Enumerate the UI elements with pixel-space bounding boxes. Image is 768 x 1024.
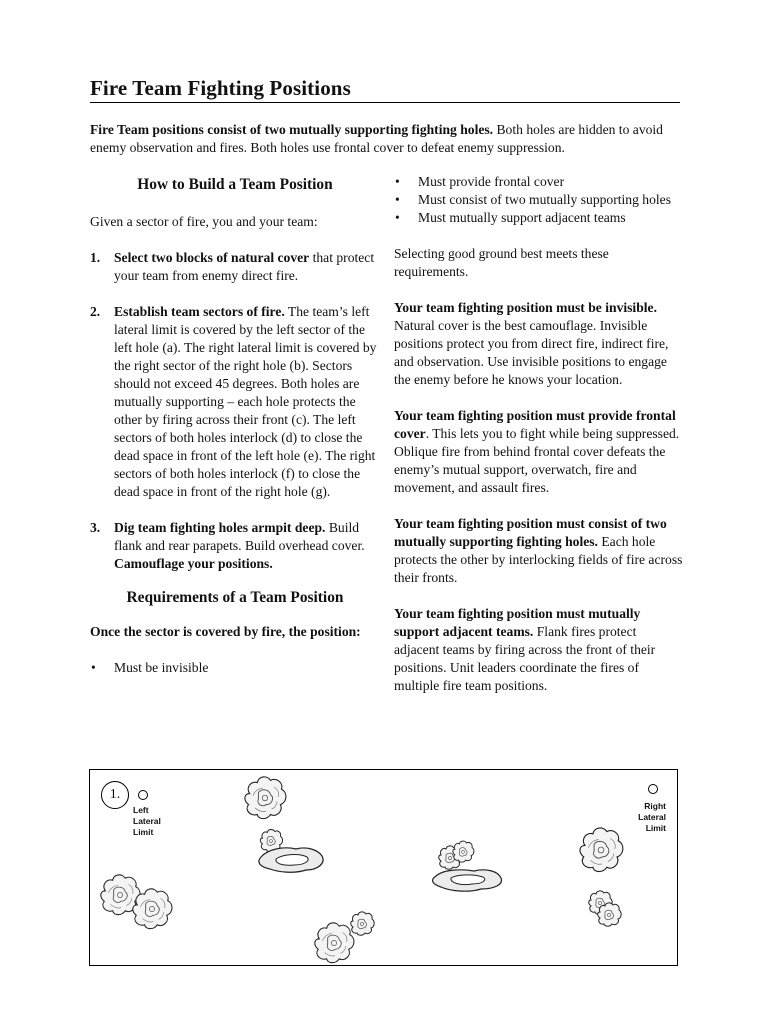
left-fighting-hole <box>259 848 323 872</box>
para-text: Natural cover is the best camouflage. Invisible positions protect you from direct fire, indirect fire, and observation. Use invisible positions to engage the enemy before he knows your location. <box>394 318 669 387</box>
invisible-paragraph <box>394 299 684 389</box>
step-bold: Establish team sectors of fire. <box>114 304 285 319</box>
para-bold: Your team fighting position must be invisible. <box>394 300 657 315</box>
figure-number: 1. <box>101 781 129 809</box>
label-line: Left <box>133 805 149 815</box>
step-text: Build flank and rear parapets. Build overhead cover. <box>114 520 365 553</box>
para-text: . This lets you to fight while being suppressed. Oblique fire from behind frontal cover defeats the enemy’s mutual support, overwatch, fire and movement, and assault fires. <box>394 426 680 495</box>
build-lead: Given a sector of fire, you and your team: <box>90 214 318 229</box>
label-line: Lateral <box>638 812 666 822</box>
list-item: • Must be invisible <box>90 659 380 677</box>
intro-rest: Both holes are hidden to avoid enemy observation and fires. Both holes use frontal cover to defeat enemy suppression. <box>90 122 663 155</box>
step-item <box>90 519 380 573</box>
adjacent-teams-paragraph <box>394 605 684 695</box>
label-line: Lateral <box>133 816 161 826</box>
list-item: • Must consist of two mutually supporting holes <box>394 191 684 209</box>
build-steps <box>90 249 380 573</box>
right-column <box>394 173 684 695</box>
left-lateral-limit-label <box>133 805 161 838</box>
step-item <box>90 249 380 285</box>
para-bold: Your team fighting position must consist of two mutually supporting fighting holes. <box>394 516 667 549</box>
para-text: Flank fires protect adjacent teams by firing across the front of their positions. Unit leaders coordinate the fires of multiple fire team positions. <box>394 624 656 693</box>
list-item: • Must provide frontal cover <box>394 173 684 191</box>
page-title: Fire Team Fighting Positions <box>90 76 351 100</box>
build-heading: How to Build a Team Position <box>137 176 333 193</box>
terrain-drawing <box>90 770 677 965</box>
requirements-lead-text: Once the sector is covered by fire, the position: <box>90 624 361 639</box>
para-bold: Your team fighting position must mutually support adjacent teams. <box>394 606 641 639</box>
label-line: Right <box>644 801 666 811</box>
step-item <box>90 303 380 501</box>
intro-paragraph <box>90 121 690 157</box>
step-text: The team’s left lateral limit is covered by the left sector of the left hole (a). The right lateral limit is covered by the right sector of the right hole (b). Sectors should not exceed 45 degrees. Both holes are mutually supporting – each hole protects the other by firing across their front (c). The left sectors of both holes interlock (d) to close the dead space in front of the left hole (e). The right sectors of both holes interlock (f) to close the dead space in front of the right hole (g). <box>114 304 377 499</box>
step-bold-2: Camouflage your positions. <box>114 556 273 571</box>
intro-bold: Fire Team positions consist of two mutually supporting fighting holes. <box>90 122 494 137</box>
step-bold: Select two blocks of natural cover <box>114 250 310 265</box>
requirements-list-right <box>394 173 684 227</box>
label-line: Limit <box>645 823 666 833</box>
label-line: Limit <box>133 827 154 837</box>
step-number: 1. <box>90 250 101 265</box>
step-number: 3. <box>90 520 101 535</box>
requirements-list-left <box>90 659 380 677</box>
requirements-heading: Requirements of a Team Position <box>126 589 344 606</box>
para-text: Each hole protects the other by interlocking fields of fire across their fronts. <box>394 534 683 585</box>
right-fighting-hole <box>433 870 502 891</box>
left-column <box>90 173 380 677</box>
para-bold: Your team fighting position must provide frontal cover <box>394 408 676 441</box>
requirements-lead <box>90 623 380 641</box>
step-bold: Dig team fighting holes armpit deep. <box>114 520 326 535</box>
selecting-paragraph: Selecting good ground best meets these requirements. <box>394 246 609 279</box>
list-item: • Must mutually support adjacent teams <box>394 209 684 227</box>
right-lateral-limit-label <box>630 801 666 834</box>
figure-diagram <box>89 769 678 966</box>
frontal-cover-paragraph <box>394 407 684 497</box>
step-number: 2. <box>90 304 101 319</box>
mutual-support-paragraph <box>394 515 684 587</box>
title-rule <box>90 102 680 103</box>
step-text: that protect your team from enemy direct fire. <box>114 250 375 283</box>
